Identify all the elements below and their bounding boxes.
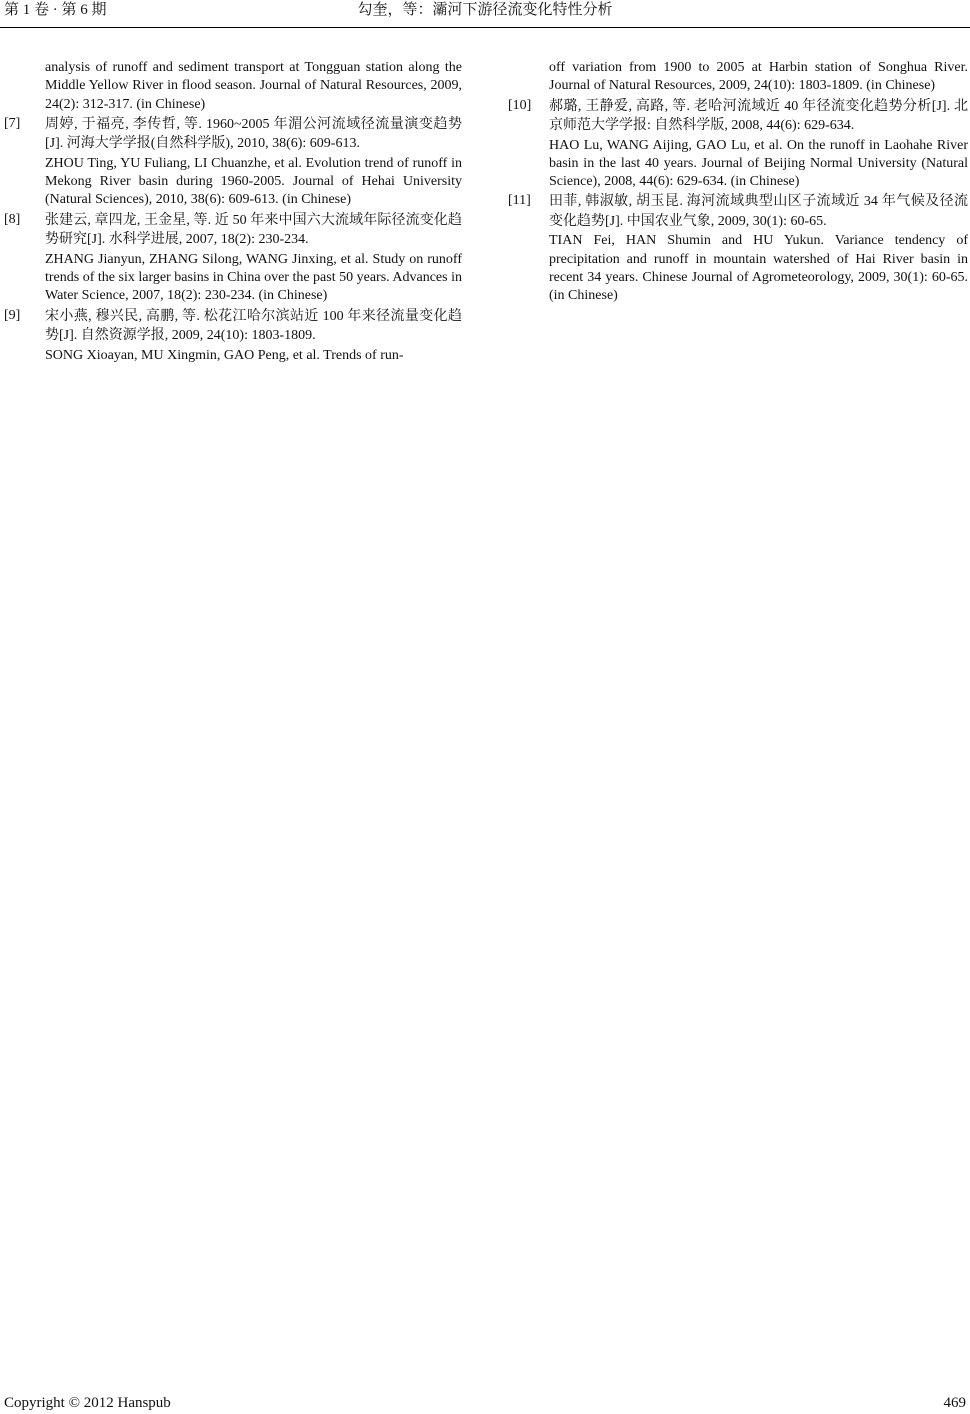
copyright-notice: Copyright © 2012 Hanspub [4, 1395, 171, 1411]
reference-chinese-text: 田菲, 韩淑敏, 胡玉昆. 海河流域典型山区子流域近 34 年气候及径流变化趋势[J]. 中国农业气象, 2009, 30(1): 60-65. [549, 194, 968, 229]
reference-english-text: analysis of runoff and sediment transport at Tongguan station along the Middle Yellow River in flood season. Journal of Natural Resources, 2009, 24(2): 312-317. (in Chinese) [45, 60, 462, 112]
reference-item-8 [4, 211, 462, 306]
reference-item-10 [508, 97, 968, 192]
reference-number: [10] [508, 97, 532, 113]
reference-chinese-text: 周婷, 于福亮, 李传哲, 等. 1960~2005 年湄公河流域径流量演变趋势[J]. 河海大学学报(自然科学版), 2010, 38(6): 609-613. [45, 116, 462, 152]
running-title: 勾奎，等：灞河下游径流变化特性分析 [357, 2, 613, 18]
reference-number: [11] [508, 193, 531, 209]
reference-number: [9] [4, 307, 21, 323]
reference-number: [8] [4, 211, 21, 227]
left-column [4, 59, 462, 366]
volume-issue: 第 1 卷 · 第 6 期 [4, 2, 107, 18]
right-column [508, 59, 968, 307]
page-header [0, 0, 970, 28]
reference-item-11 [508, 192, 968, 305]
reference-item-7 [4, 115, 462, 210]
reference-chinese-text: 郝璐, 王静爱, 高路, 等. 老哈河流域近 40 年径流变化趋势分析[J]. 北京师范大学学报: 自然科学版, 2008, 44(6): 629-634. [549, 98, 968, 134]
reference-english-text: off variation from 1900 to 2005 at Harbin station of Songhua River. Journal of Natural Resources, 2009, 24(10): 1803-1809. (in Chinese) [549, 60, 968, 94]
page-number: 469 [943, 1395, 966, 1411]
reference-english-text: TIAN Fei, HAN Shumin and HU Yukun. Variance tendency of precipitation and runoff in mountain watershed of Hai River basin in recent 34 years. Chinese Journal of Agrometeorology, 2009, 30(1): 60-65. (in Chinese) [549, 233, 968, 304]
reference-item-9 [4, 307, 462, 365]
reference-chinese-text: 张建云, 章四龙, 王金星, 等. 近 50 年来中国六大流域年际径流变化趋势研究[J]. 水科学进展, 2007, 18(2): 230-234. [45, 212, 462, 248]
reference-english-text: HAO Lu, WANG Aijing, GAO Lu, et al. On the runoff in Laohahe River basin in the last 40 years. Journal of Beijing Normal University (Natural Science), 2008, 44(6): 629-634. (in Chinese) [549, 137, 968, 190]
reference-continuation [508, 59, 968, 96]
reference-english-text: ZHANG Jianyun, ZHANG Silong, WANG Jinxing, et al. Study on runoff trends of the six larger basins in China over the past 50 years. Advances in Water Science, 2007, 18(2): 230-234. (in Chinese) [45, 251, 462, 304]
reference-english-text: SONG Xioayan, MU Xingmin, GAO Peng, et al. Trends of run- [45, 347, 404, 363]
reference-english-text: ZHOU Ting, YU Fuliang, LI Chuanzhe, et al. Evolution trend of runoff in Mekong River basin during 1960-2005. Journal of Hehai University (Natural Sciences), 2010, 38(6): 609-613. (in Chinese) [45, 155, 462, 208]
reference-number: [7] [4, 115, 21, 131]
reference-chinese-text: 宋小燕, 穆兴民, 高鹏, 等. 松花江哈尔滨站近 100 年来径流量变化趋势[J]. 自然资源学报, 2009, 24(10): 1803-1809. [45, 308, 462, 344]
reference-continuation [4, 59, 462, 114]
